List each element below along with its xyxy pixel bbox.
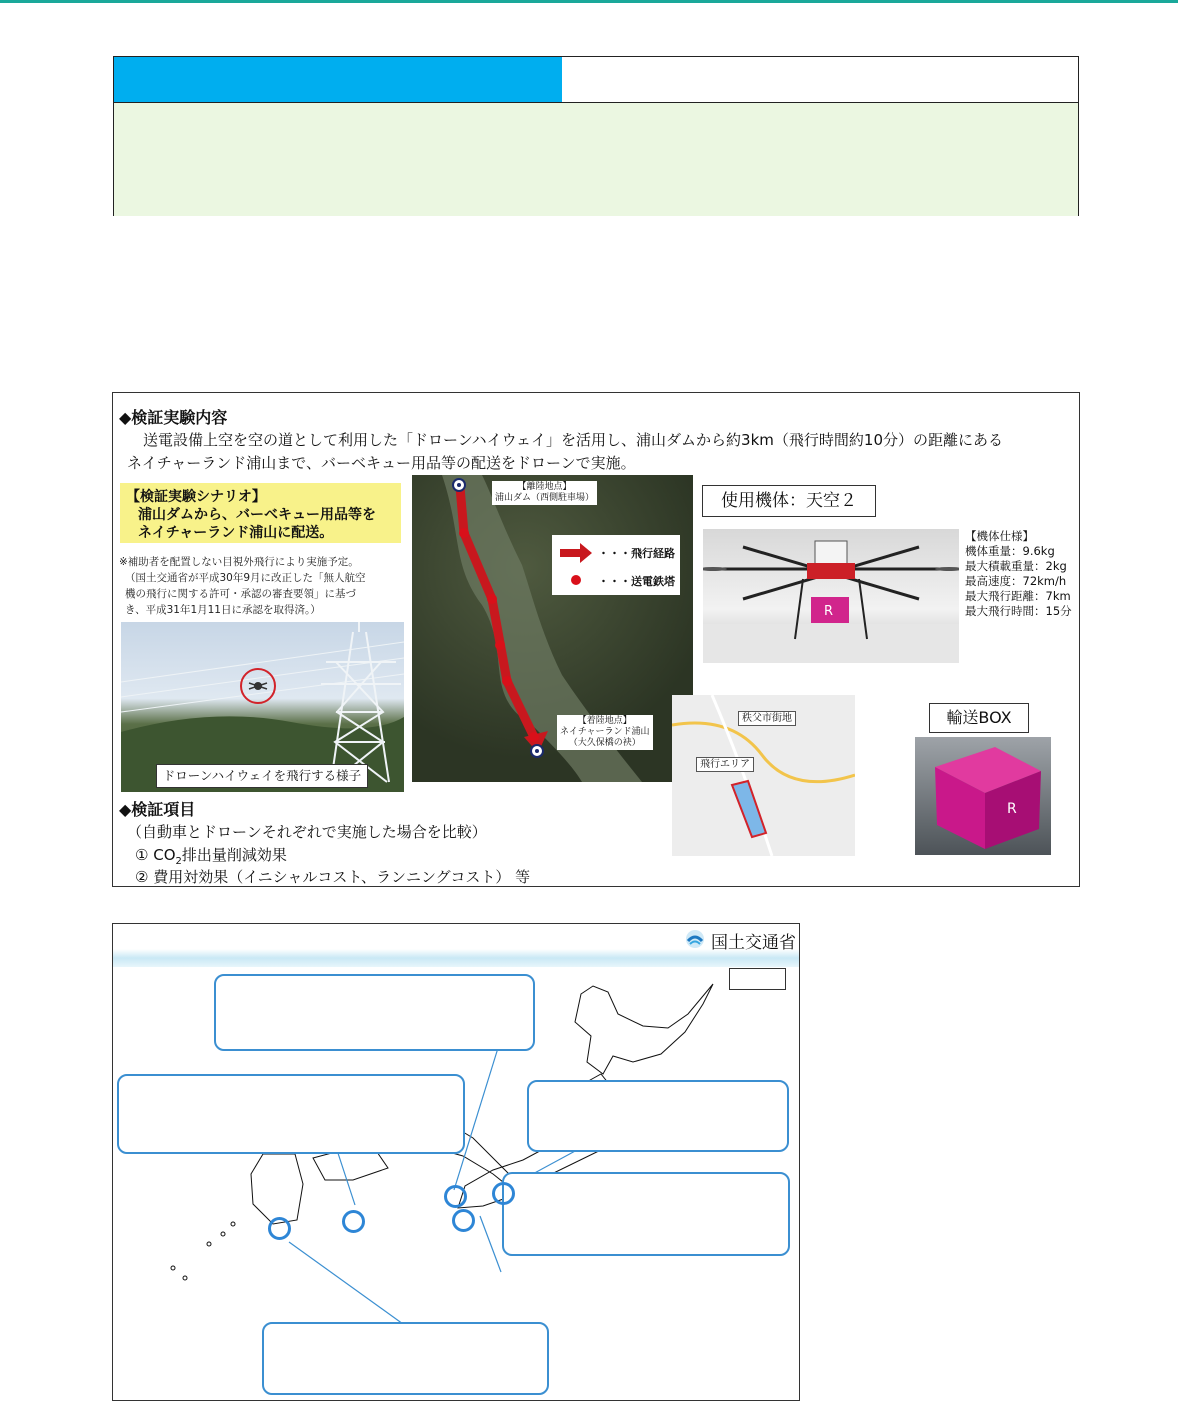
drone-spec-list xyxy=(965,529,1072,619)
spec-time: 最大飛行時間：15分 xyxy=(965,604,1072,618)
spec-header: 【機体仕様】 xyxy=(965,529,1034,543)
takeoff-heading: 【離陸地点】 xyxy=(517,482,572,492)
location-marker-kanto xyxy=(452,1209,475,1232)
callout-right xyxy=(527,1080,789,1152)
svg-text:R: R xyxy=(824,604,834,619)
item-1-prefix: ① CO xyxy=(135,846,176,864)
tower-photo xyxy=(121,622,404,792)
landing-name: ネイチャーランド浦山 xyxy=(560,727,650,737)
takeoff-name: 浦山ダム（西側駐車場） xyxy=(495,493,595,503)
item-1-suffix: 排出量削減効果 xyxy=(181,846,287,864)
takeoff-label xyxy=(492,481,597,505)
description-line-1: 送電設備上空を空の道として利用した「ドローンハイウェイ」を活用し、浦山ダムから約3km（飛行時間約10分）の距離にある xyxy=(143,431,1003,449)
description-line-2: ネイチャーランド浦山まで、バーベキュー用品等の配送をドローンで実施。 xyxy=(127,454,636,472)
experiment-figure xyxy=(112,392,1080,887)
header-body xyxy=(114,103,1078,216)
callout-top xyxy=(214,974,535,1051)
item-1 xyxy=(135,844,287,867)
landing-heading: 【着陸地点】 xyxy=(577,716,632,726)
callout-bottom xyxy=(262,1322,549,1395)
items-intro: （自動車とドローンそれぞれで実施した場合を比較） xyxy=(127,823,487,841)
scenario-line-2: ネイチャーランド浦山に配送。 xyxy=(138,525,334,541)
landing-label xyxy=(557,715,653,750)
route-legend xyxy=(552,535,680,595)
spec-payload: 最大積載重量：2kg xyxy=(965,559,1067,573)
svg-text:R: R xyxy=(1007,801,1017,817)
location-marker-chugoku xyxy=(342,1210,365,1233)
item-2: ② 費用対効果（イニシャルコスト、ランニングコスト） 等 xyxy=(135,868,531,886)
japan-map-panel xyxy=(112,923,800,1401)
scenario-box xyxy=(120,483,401,543)
item-1-subscript: 2 xyxy=(175,856,182,867)
location-marker-chubu xyxy=(444,1185,467,1208)
transport-box-title: 輸送BOX xyxy=(929,703,1029,733)
header-tab xyxy=(114,57,562,102)
note-line-1: ※補助者を配置しない目視外飛行により実施予定。 xyxy=(119,556,359,568)
callout-left xyxy=(117,1074,465,1154)
landing-sub: （大久保橋の袂） xyxy=(568,738,641,748)
section-title-items: ◆検証項目 xyxy=(119,800,196,819)
tower-caption: ドローンハイウェイを飛行する様子 xyxy=(156,764,368,788)
tower-dot-icon xyxy=(569,573,583,587)
location-marker-kanto-north xyxy=(492,1182,515,1205)
drone-illustration xyxy=(703,529,959,663)
transport-box-photo xyxy=(915,737,1051,855)
note-line-4: き、平成31年1月11日に承認を取得済。） xyxy=(125,604,321,616)
ministry-name: 国土交通省 xyxy=(711,933,796,953)
mini-map-city-label: 秩父市街地 xyxy=(738,711,796,726)
scenario-line-1: 浦山ダムから、バーベキュー用品等を xyxy=(138,507,376,523)
mini-map-area-label: 飛行エリア xyxy=(696,757,754,772)
location-marker-kyushu xyxy=(268,1217,291,1240)
header-box xyxy=(113,56,1079,216)
note-line-3: 機の飛行に関する許可・承認の審査要領」に基づ xyxy=(125,588,356,600)
box-illustration xyxy=(915,737,1051,855)
top-rule xyxy=(0,0,1178,3)
drone-model-title: 使用機体：天空２ xyxy=(702,485,876,517)
note-line-2: （国土交通省が平成30年9月に改正した「無人航空 xyxy=(125,572,366,584)
callout-bottom-right xyxy=(502,1172,790,1256)
legend-route-label: ・・・飛行経路 xyxy=(598,547,675,560)
spec-speed: 最高速度：72km/h xyxy=(965,574,1067,588)
spec-weight: 機体重量：9.6kg xyxy=(965,544,1055,558)
aerial-route-map xyxy=(412,475,693,782)
section-title-experiment: ◆検証実験内容 xyxy=(119,408,228,427)
spec-distance: 最大飛行距離：7km xyxy=(965,589,1071,603)
drone-photo xyxy=(703,529,959,663)
route-arrow-icon xyxy=(560,543,594,563)
legend-tower-label: ・・・送電鉄塔 xyxy=(598,575,675,588)
area-mini-map xyxy=(672,695,855,856)
scenario-title: 【検証実験シナリオ】 xyxy=(126,489,266,505)
